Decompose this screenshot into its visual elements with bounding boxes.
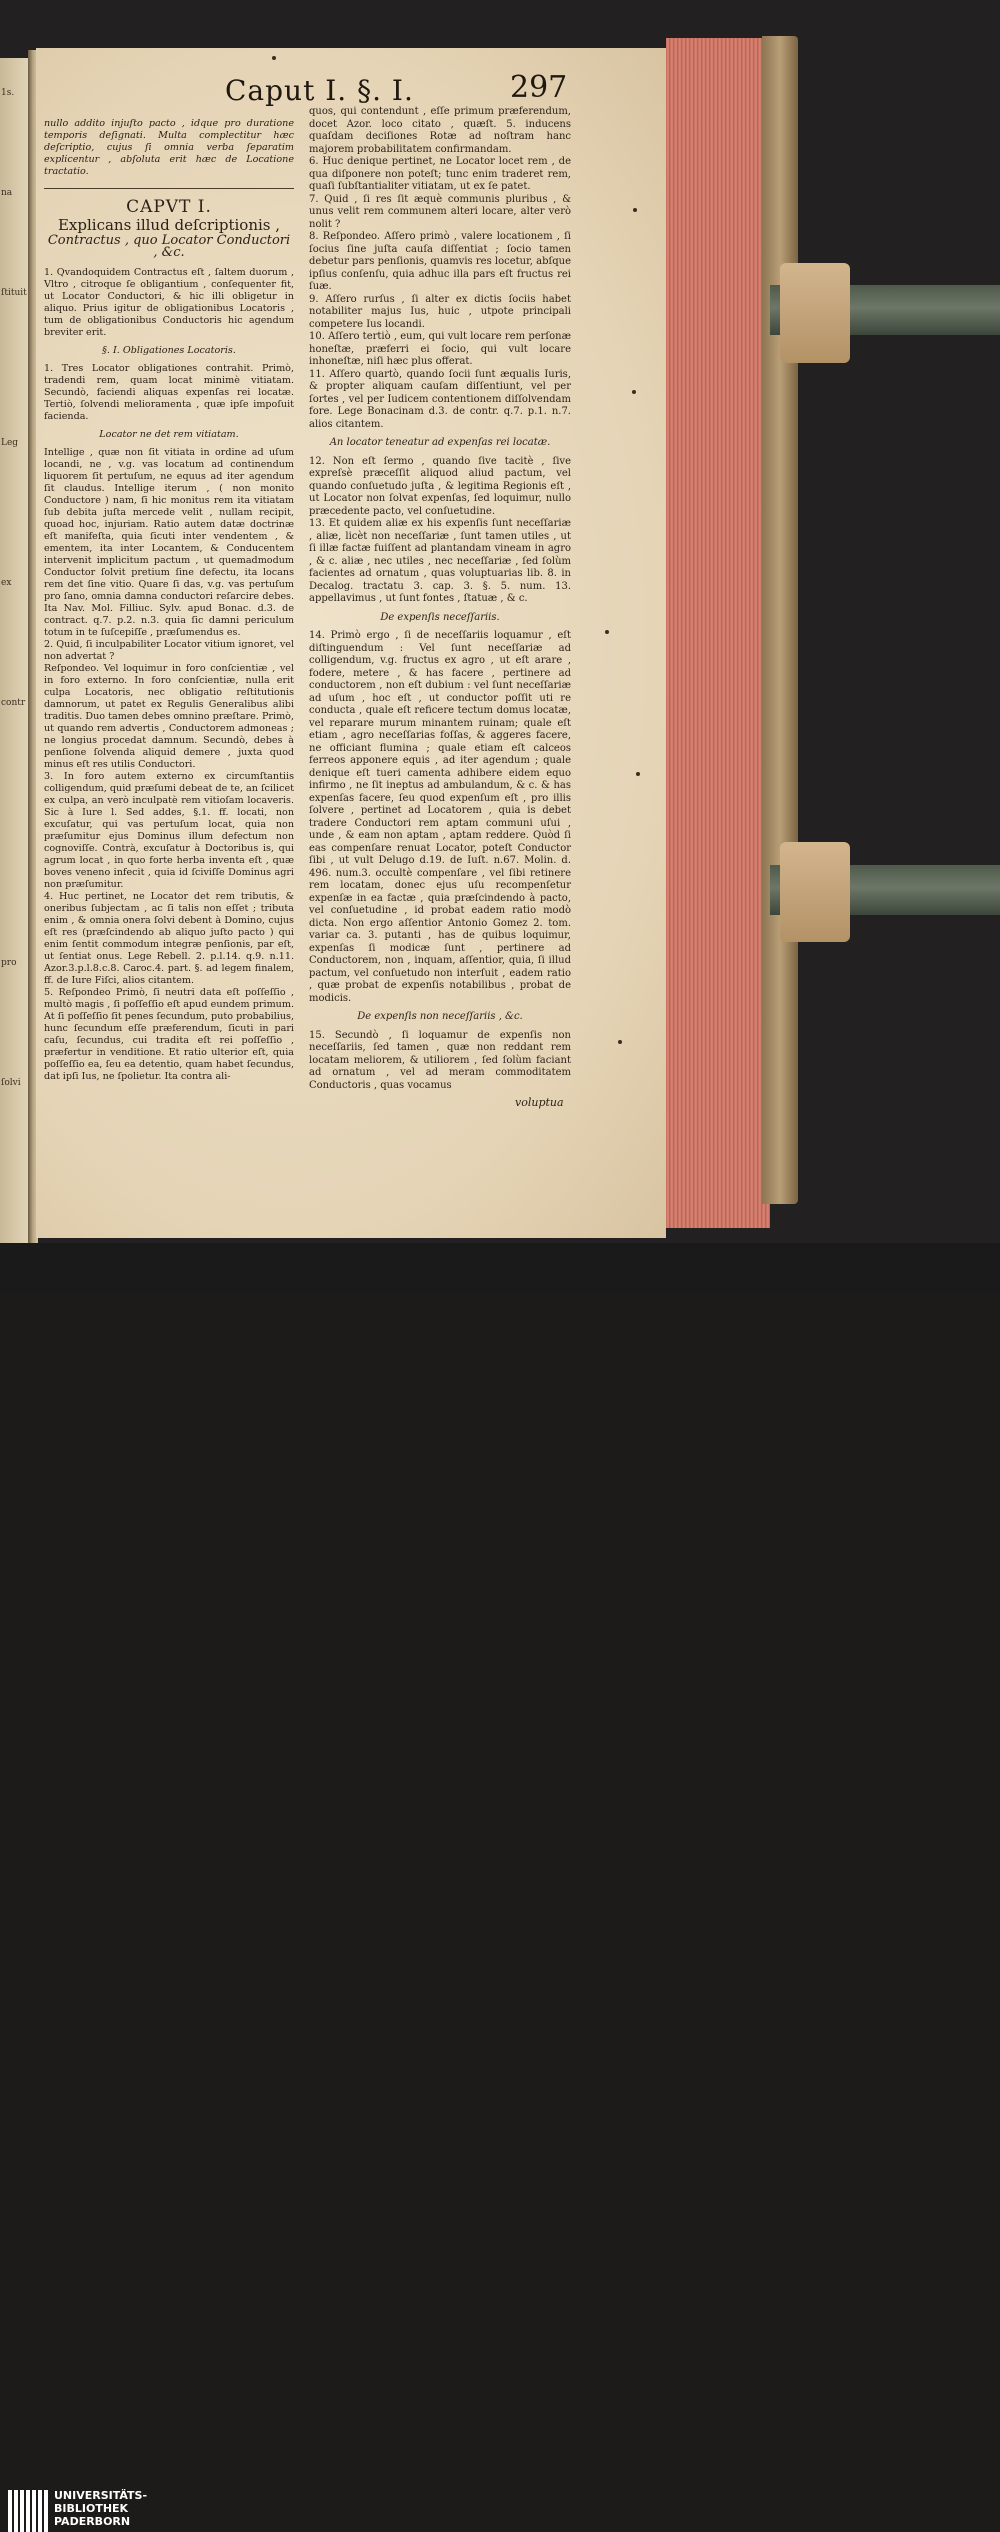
paragraph: 13. Et quidem aliæ ex his expenſis ſunt neceſſariæ , aliæ, licèt non neceſſariæ , ſunt tamen utiles , ut ſi illæ factæ fuiſſent ad plantandam vineam in agro , & c. aliæ , nec utiles , nec neceſſariæ , ſed ſolùm facientes ad ornatum , quas voluptuarias lib. 8. in Decalog. tractatu 3. cap. 3. §. 5. num. 13. appellavimus , ut ſunt fontes , ſtatuæ , & c. — [309, 518, 571, 604]
paragraph: 11. Aſſero quartò, quando ſocii ſunt æqualis Iuris, & propter aliquam cauſam diſſentiunt, vel per ſortes , vel per Iudicem contentionem diſſolvendam fore. Lege Bonacinam d.3. de contr. q.7. p.1. n.7. alios citantem. — [309, 368, 571, 430]
paragraph: 7. Quid , ſi res ſit æquè communis pluribus , & unus velit rem communem alteri locare, alter verò nolit ? — [309, 193, 571, 230]
section-heading: De expenſis neceſſariis. — [380, 611, 500, 623]
chapter-title: CAPVT I. — [126, 197, 212, 217]
paragraph: 2. Quid, ſi inculpabiliter Locator vitium ignoret, vel non advertat ? — [44, 639, 294, 662]
paragraph: 14. Primò ergo , ſi de neceſſariis loquamur , eſt diſtinguendum : Vel ſunt neceſſariæ ad colligendum, v.g. fructus ex agro , ut eſt arare , fodere, metere , & has facere , pertinere ad conductorem , non eſt dubium : vel ſunt neceſſariæ ad uſum , hoc eſt , ut conductor poſſit uti re conducta , quale eſt reficere tectum domus locatæ, vel reparare murum minantem ruinam; quale eſt etiam , agro neceſſarias foſſas, & aggeres facere, ne officiant flumina ; quale etiam eſt calceos ferreos apponere equis , ad iter agendum ; quale denique eſt tueri camenta adhibere eidem equo infirmo , ne ſit ineptus ad ambulandum, & c. & has expenſas facere, ſeu quod expenſum eſt , pro illis ſolvere , pertinet ad Locatorem , quia is debet tradere Conductori rem aptam communi uſui , unde , & eam non aptam , aptam reddere. Quòd ſi eas compenſare renuat Locator, poteſt Conductor ſibi , ut vult Delugo d.19. de Iuſt. n.67. Molin. d. 496. num.3. occultè compenſare , vel ſibi retinere rem locatam, donec ejus uſu recompenſetur expenſæ in ea factæ , quia præſcindendo à pacto, vel conſuetudine , id probat eadem ratio modò dicta. Non ergo aſſentior Antonio Gomez 2. tom. variar ca. 3. putanti , has de quibus loquimur, expenſas ſi modicæ ſunt , pertinere ad Conductorem, non , inquam, aſſentior, quia, ſi illud pactum, vel conſuetudo non interſuit , eadem ratio , quæ probat de expenſis notabilibus , probat de modicis. — [309, 630, 571, 1004]
paragraph: quos, qui contendunt , eſſe primum præferendum, docet Azor. loco citato , quæſt. 5. inducens quaſdam deciſiones Rotæ ad noſtram hanc majorem probabilitatem confirmandam. — [309, 106, 571, 155]
worm-hole — [272, 56, 276, 60]
red-page-edges — [666, 38, 770, 1228]
section-heading: An locator teneatur ad expenſas rei locatæ. — [329, 437, 551, 448]
chapter-subtitle-italic: Contractus , quo Locator Conductori , &c. — [47, 233, 291, 260]
left-text-column — [44, 118, 294, 1083]
book-cover-edge — [762, 36, 798, 1204]
running-head-title: Caput I. §. I. — [225, 74, 414, 107]
paragraph: 10. Aſſero tertiò , eum, qui vult locare rem perſonæ honeſtæ, præferri ei ſocio, qui vult locare inhoneſtæ, niſi hæc plus offerat. — [309, 331, 571, 367]
paragraph: Reſpondeo. Vel loquimur in foro conſcientiæ , vel in foro externo. In foro conſcientiæ, nulla erit culpa Locatoris, nec obligatio reſtitutionis damnorum, ut patet ex Regulis Generalibus alibi traditis. Duo tamen debes omnino præſtare. Primò, ut quando rem advertis , Conductorem admoneas ; ne longius procedat damnum. Secundò, debes à penſione ſolvenda aliquid demere , juxta quod minus eſt res utilis Conductori. — [44, 663, 294, 770]
paragraph: nullo addito injuſto pacto , idque pro duratione temporis deſignati. Multa complectitur hæc deſcriptio, cujus ſi omnia verba ſeparatim explicentur , abſoluta erit hæc de Locatione tractatio. — [44, 118, 294, 177]
left-margin-fragment: ſtituit — [1, 288, 27, 298]
library-name-line: PADERBORN — [54, 2515, 131, 2528]
library-name-line: BIBLIOTHEK — [54, 2502, 129, 2515]
worm-hole — [632, 390, 636, 394]
paragraph: 6. Huc denique pertinet, ne Locator locet rem , de qua diſponere non poteſt; tunc enim traderet rem, quaſi ſubſtantialiter vitiatam, ut ex ſe patet. — [309, 156, 571, 192]
page-number: 297 — [510, 70, 568, 105]
section-heading: Locator ne det rem vitiatam. — [99, 429, 239, 440]
paragraph: 12. Non eſt ſermo , quando ſive tacitè , ſive expreſsè præceſſit aliquod aliud pactum, vel quando conſuetudo juſta , & legitima Regionis eſt , ut Locator non ſolvat expenſas, ſed loquimur, nullo præcedente pacto, vel conſuetudine. — [309, 455, 571, 517]
left-page-edge — [0, 58, 30, 1243]
library-logo-icon — [8, 2490, 48, 2532]
clasp-leather-upper — [780, 263, 850, 363]
paragraph: 9. Aſſero rurſus , ſi alter ex dictis ſociis habet notabiliter majus Ius, huic , utpote principali competere Ius locandi. — [309, 293, 571, 330]
worm-hole — [605, 630, 609, 634]
worm-hole — [633, 208, 637, 212]
paragraph: Intellige , quæ non ſit vitiata in ordine ad uſum locandi, ne , v.g. vas locatum ad continendum liquorem ſit pertuſum, ne equus ad iter agendum ſit claudus. Intellige iterum , ( non monito Conductore ) nam, ſi hic monitus rem ita vitiatam ſub debita juſta mercede velit , nullam recipit, quoad hoc, injuriam. Ratio autem datæ doctrinæ eſt manifeſta, quia ſicuti inter vendentem , & ementem, ita inter Locantem, & Conducentem intervenit implicitum pactum , ut quemadmodum Conductor ſolvit pretium ſine defectu, ita locans rem det ſine vitio. Quare ſi das, v.g. vas pertuſum pro ſano, omnia damna conductori reſarcire debes. Ita Nav. Mol. Filliuc. Sylv. apud Bonac. d.3. de contract. q.7. p.2. n.3. quia ſic damni periculum totum in te ſuſcepiſſe , præſumendus es. — [44, 447, 294, 638]
left-margin-fragment: 1s. — [1, 88, 15, 98]
section-heading: De expenſis non neceſſariis , &c. — [357, 1011, 523, 1022]
paragraph: 8. Reſpondeo. Aſſero primò , valere locationem , ſi ſocius ſine juſta cauſa diſſentiat ; ſocio tamen debetur pars penſionis, quamvis res locetur, abſque ipſius conſenſu, quia adhuc illa pars eſt fructus rei ſuæ. — [309, 231, 571, 292]
worm-hole — [636, 772, 640, 776]
paragraph: 5. Reſpondeo Primò, ſi neutri data eſt poſſeſſio , multò magis , ſi poſſeſſio eſt apud eundem primum. At ſi poſſeſſio ſit penes ſecundum, puto probabilius, hunc ſecundum eſſe præferendum, ſicuti in pari caſu, ſecundus, cui tradita eſt rei poſſeſſio , præfertur in venditione. Et ratio ulterior eſt, quia poſſeſſio ea, ſeu ea detentio, quam habet ſecundus, dat ipſi Ius, ne ſpolietur. Ita contra ali- — [44, 987, 294, 1082]
section-heading: §. I. Obligationes Locatoris. — [102, 345, 236, 356]
chapter-subtitle: Explicans illud deſcriptionis , — [57, 216, 281, 234]
left-margin-fragment: pro — [1, 958, 17, 968]
paragraph: 15. Secundò , ſi loquamur de expenſis non neceſſariis, ſed tamen , quæ non reddant rem locatam meliorem, & utiliorem , ſed ſolùm faciant ad ornatum , vel ad meram commoditatem Conductoris , quas vocamus — [309, 1029, 571, 1091]
worm-hole — [618, 1040, 622, 1044]
library-name — [54, 2489, 147, 2528]
left-margin-fragment: ſolvi — [1, 1078, 21, 1088]
left-margin-fragment: contr — [1, 698, 26, 708]
library-name-line: UNIVERSITÄTS- — [54, 2489, 148, 2502]
library-footer — [0, 1243, 1000, 2528]
left-margin-fragment: na — [1, 188, 13, 198]
paragraph: 3. In foro autem externo ex circumſtantiis colligendum, quid præſumi debeat de te, an ſcilicet ex culpa, an verò inculpatè rem vitioſam locaveris. Sic à Iure l. Sed addes, §.1. ff. locati, non excuſatur, qui vas pertuſum locat, quia non præſumitur ejus Dominus illum defectum non cognoviſſe. Contrà, excuſatur à Doctoribus is, qui agrum locat , in quo forte herba inventa eſt , quæ boves veneno infecit , quia id ſciviſſe Dominus agri non præſumitur. — [44, 771, 294, 890]
paragraph: 1. Qvandoquidem Contractus eſt , ſaltem duorum , Vltro , citroque ſe obligantium , conſequenter fit, ut Locator Conductori, & hic illi obligetur in aliquo. Prius igitur de obligationibus Locatoris , tum de obligationibus Conductoris hic agendum breviter erit. — [44, 267, 294, 338]
catchword: voluptua — [515, 1096, 564, 1109]
clasp-leather-lower — [780, 842, 850, 942]
right-text-column — [309, 106, 571, 1092]
scanned-book-spread — [0, 0, 1000, 1243]
left-margin-fragment: ex — [1, 578, 12, 588]
paragraph: 1. Tres Locator obligationes contrahit. Primò, tradendi rem, quam locat minimè vitiatam. Secundò, faciendi aliquas expenſas rei locatæ. Tertiò, ſolvendi melioramenta , quæ ipſe impoſuit facienda. — [44, 363, 294, 422]
paragraph: 4. Huc pertinet, ne Locator det rem tributis, & oneribus ſubjectam , ac ſi talis non eſſet ; tributa enim , & omnia onera ſolvi debent à Domino, cujus eſt res (præſcindendo ab aliquo juſto pacto ) qui enim ſentit commodum integræ penſionis, par eſt, ut ſentiat onus. Lege Rebell. 2. p.l.14. q.9. n.11. Azor.3.p.l.8.c.8. Caroc.4. part. §. ad legem finalem, ff. de Iure Fiſci, alios citantem. — [44, 891, 294, 986]
section-divider — [44, 188, 294, 189]
left-margin-fragment: Leg — [1, 438, 19, 448]
